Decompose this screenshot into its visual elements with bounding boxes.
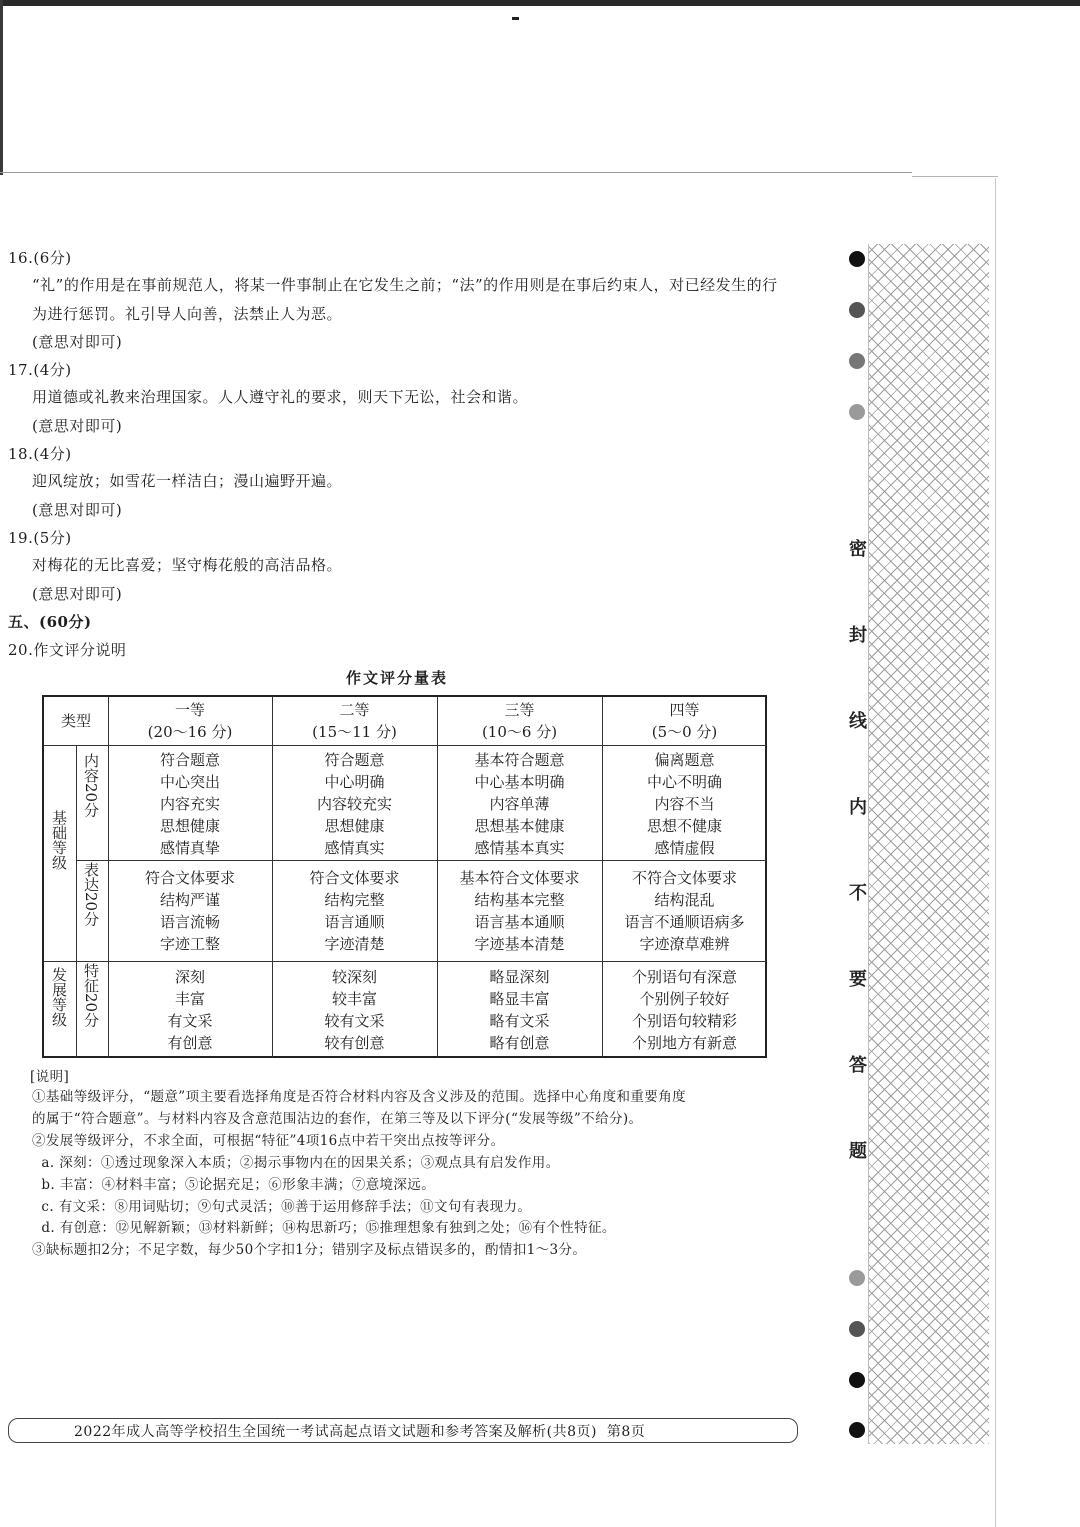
answer-note: (意思对即可) (32, 417, 123, 435)
seal-char: 不 (849, 883, 867, 904)
binding-hole (849, 1270, 865, 1286)
binding-hole (849, 302, 865, 318)
page-footer: 2022年成人高等学校招生全国统一考试高起点语文试题和参考答案及解析(共8页) 第8页 (74, 1424, 646, 1440)
note-line: ②发展等级评分，不求全面，可根据“特征”4项16点中若干突出点按等评分。 (32, 1133, 505, 1149)
criteria-cell: 深刻 丰富 有文采 有创意 (167, 968, 213, 1052)
header-type: 类型 (60, 712, 91, 730)
note-line: ①基础等级评分，“题意”项主要看选择角度是否符合材料内容及含义涉及的范围。选择中心角度和重要角度 (32, 1089, 687, 1105)
scan-top-edge (0, 0, 1080, 6)
scan-mark (512, 17, 519, 20)
table-rule (76, 860, 767, 861)
answer-text: 对梅花的无比喜爱；坚守梅花般的高洁品格。 (32, 556, 343, 574)
criteria-cell: 不符合文体要求 结构混乱 语言不通顺语病多 字迹潦草难辨 (624, 869, 745, 953)
answer-note: (意思对即可) (32, 501, 123, 519)
grade-range: (10～6 分) (481, 723, 558, 741)
answer-note: (意思对即可) (32, 585, 123, 603)
seal-char: 密 (849, 539, 867, 560)
seal-char: 线 (849, 711, 867, 732)
note-line: b. 丰富：④材料丰富；⑤论据充足；⑥形象丰满；⑦意境深远。 (32, 1177, 436, 1193)
question-number: 19.(5分) (8, 529, 72, 547)
table-rule (44, 961, 767, 962)
grade-range: (20～16 分) (147, 723, 233, 741)
row-label: 特征20分 (82, 963, 100, 1028)
seal-char: 要 (849, 969, 867, 990)
row-label: 表达20分 (82, 862, 100, 927)
grade-name: 三等 (504, 701, 535, 719)
binding-hole (849, 404, 865, 420)
criteria-cell: 较深刻 较丰富 较有文采 较有创意 (324, 968, 385, 1052)
notes-header: [说明] (30, 1069, 70, 1085)
group-label-development: 发展等级 (50, 967, 68, 1027)
scan-right-edge (995, 178, 996, 1527)
seal-char: 内 (849, 797, 867, 818)
note-line: ③缺标题扣2分；不足字数，每少50个字扣1分；错别字及标点错误多的，酌情扣1～3分。 (32, 1242, 587, 1258)
note-line: a. 深刻：①透过现象深入本质；②揭示事物内在的因果关系；③观点具有启发作用。 (32, 1155, 560, 1171)
scan-fold-line (912, 176, 998, 177)
note-line: d. 有创意：⑫见解新颖；⑬材料新鲜；⑭构思新巧；⑮推理想象有独到之处；⑯有个性特征。 (32, 1220, 616, 1236)
binding-hole (849, 1372, 865, 1388)
binding-hole (849, 251, 865, 267)
group-label-basic: 基础等级 (50, 810, 68, 870)
binding-strip (868, 244, 989, 1444)
seal-char: 封 (849, 625, 867, 646)
criteria-cell: 符合文体要求 结构完整 语言通顺 字迹清楚 (309, 869, 400, 953)
binding-hole (849, 1422, 865, 1438)
seal-char: 题 (849, 1141, 867, 1162)
grade-name: 一等 (174, 701, 205, 719)
answer-note: (意思对即可) (32, 333, 123, 351)
scan-left-edge (0, 0, 3, 175)
grade-range: (5～0 分) (651, 723, 718, 741)
criteria-cell: 基本符合题意 中心基本明确 内容单薄 思想基本健康 感情基本真实 (474, 751, 565, 857)
scoring-table (42, 695, 767, 1058)
criteria-cell: 符合文体要求 结构严谨 语言流畅 字迹工整 (144, 869, 235, 953)
criteria-cell: 偏离题意 中心不明确 内容不当 思想不健康 感情虚假 (646, 751, 722, 857)
answer-text: 为进行惩罚。礼引导人向善，法禁止人为恶。 (32, 305, 343, 323)
grade-name: 四等 (669, 701, 700, 719)
answer-text: 迎风绽放；如雪花一样洁白；漫山遍野开遍。 (32, 472, 343, 490)
binding-hole (849, 353, 865, 369)
row-label: 内容20分 (82, 753, 100, 818)
question-number: 18.(4分) (8, 445, 72, 463)
criteria-cell: 个别语句有深意 个别例子较好 个别语句较精彩 个别地方有新意 (631, 968, 737, 1052)
note-line: c. 有文采：⑧用词贴切；⑨句式灵活；⑩善于运用修辞手法；⑪文句有表现力。 (32, 1199, 532, 1215)
grade-name: 二等 (339, 701, 370, 719)
section-heading: 五、(60分) (8, 613, 92, 631)
seal-char: 答 (849, 1055, 867, 1076)
criteria-cell: 符合题意 中心明确 内容较充实 思想健康 感情真实 (316, 751, 392, 857)
note-line: 的属于“符合题意”。与材料内容及含意范围沾边的套作，在第三等及以下评分(“发展等级”不给分)。 (32, 1111, 643, 1127)
table-rule (44, 745, 767, 746)
question-number: 16.(6分) (8, 249, 72, 267)
answer-text: 用道德或礼教来治理国家。人人遵守礼的要求，则天下无讼，社会和谐。 (32, 388, 529, 406)
binding-hole (849, 1321, 865, 1337)
answer-text: “礼”的作用是在事前规范人，将某一件事制止在它发生之前；“法”的作用则是在事后约束人，对已经发生的行 (32, 276, 778, 294)
grade-range: (15～11 分) (312, 723, 397, 741)
scan-fold-line (0, 172, 912, 173)
criteria-cell: 基本符合文体要求 结构基本完整 语言基本通顺 字迹基本清楚 (459, 869, 580, 953)
question-number: 20.作文评分说明 (8, 641, 127, 659)
criteria-cell: 略显深刻 略显丰富 略有文采 略有创意 (489, 968, 550, 1052)
table-title: 作文评分量表 (346, 669, 449, 687)
table-rule (76, 745, 77, 1058)
criteria-cell: 符合题意 中心突出 内容充实 思想健康 感情真挚 (159, 751, 220, 857)
question-number: 17.(4分) (8, 361, 72, 379)
